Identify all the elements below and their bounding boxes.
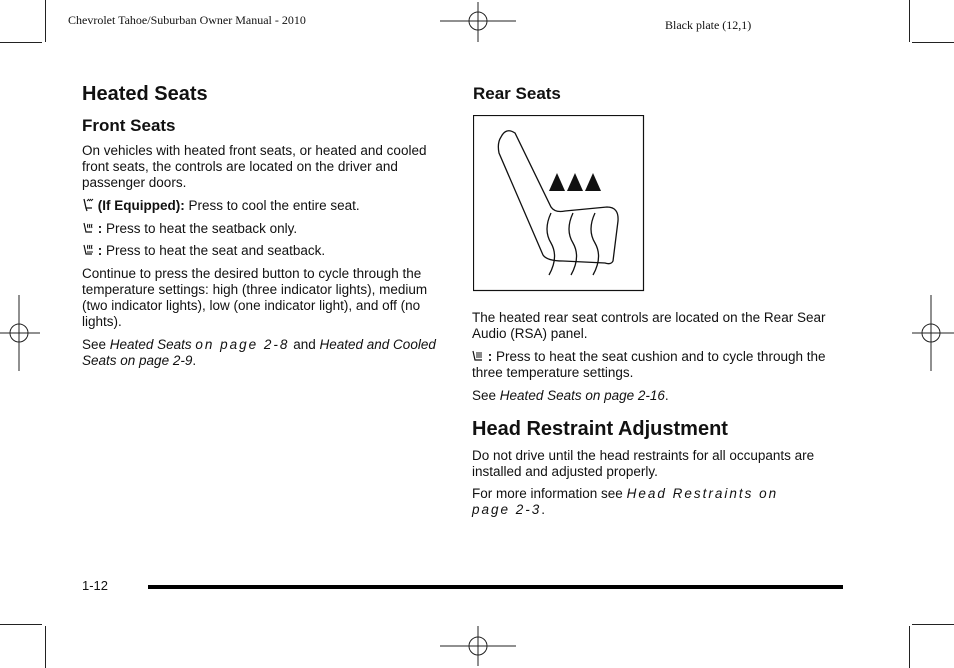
item-text: Press to cool the entire seat.: [188, 198, 360, 213]
item-label: :: [487, 349, 493, 364]
crop-mark: [0, 42, 42, 43]
more-prefix: For more information see: [472, 486, 623, 501]
cycle-paragraph: Continue to press the desired button to cycle through the temperature settings: high (three indicator lights), medium (two indicator lights), low (one indicator light), and off (no lights).: [82, 266, 428, 329]
heated-seatback-item: [82, 221, 450, 237]
crop-mark: [45, 626, 46, 668]
item-text: Press to heat the seatback only.: [106, 221, 298, 236]
cross-reference-link[interactable]: Heated and Cooled Seats on page 2-9: [82, 337, 436, 368]
cross-reference-page[interactable]: on page 2-8: [195, 337, 290, 352]
see-end: .: [192, 353, 197, 368]
item-text: Press to heat the seat cushion and to cycle through the three temperature settings.: [472, 349, 826, 380]
see-end: .: [664, 388, 669, 403]
crop-mark: [909, 626, 910, 668]
footer-rule: [148, 585, 843, 589]
heated-seat-and-seatback-icon: [82, 243, 94, 257]
crop-mark: [45, 0, 46, 42]
item-label: :: [97, 221, 103, 236]
manual-title: Chevrolet Tahoe/Suburban Owner Manual - 2010: [68, 13, 306, 27]
cooled-seat-icon: [82, 198, 94, 212]
rear-seats-paragraph: The heated rear seat controls are located on the Rear Sear Audio (RSA) panel.: [472, 310, 826, 341]
crop-mark: [909, 0, 910, 42]
item-text: Press to heat the seat and seatback.: [106, 243, 326, 258]
cross-reference-page[interactable]: page 2-3: [472, 502, 542, 517]
head-restraint-paragraph: Do not drive until the head restraints for all occupants are installed and adjusted properly.: [472, 448, 815, 479]
registration-mark-top: [440, 2, 516, 42]
registration-mark-left: [0, 295, 40, 371]
heated-seat-cushion-icon: [472, 349, 484, 363]
page-number: 1-12: [82, 578, 109, 593]
cross-reference-link[interactable]: Head Restraints on: [626, 486, 779, 501]
crop-mark: [912, 624, 954, 625]
cooled-seat-item: [82, 198, 450, 214]
subsection-title-front-seats: Front Seats: [82, 116, 176, 135]
section-title-heated-seats: Heated Seats: [82, 83, 208, 105]
see-also-front: [82, 337, 450, 369]
heated-seat-seatback-item: [82, 243, 450, 259]
rear-seat-item: [472, 349, 842, 381]
cross-reference-link[interactable]: Heated Seats: [109, 337, 192, 352]
rear-heated-seat-diagram: [473, 115, 645, 292]
front-seats-intro: On vehicles with heated front seats, or heated and cooled front seats, the controls are located on the driver and passenger doors.: [82, 143, 427, 190]
item-label: :: [97, 243, 103, 258]
see-prefix: See: [82, 337, 107, 352]
crop-mark: [0, 624, 42, 625]
plate-label: Black plate (12,1): [665, 18, 752, 32]
cross-reference-link[interactable]: Heated Seats on page 2-16: [499, 388, 665, 403]
subsection-title-rear-seats: Rear Seats: [473, 84, 561, 103]
crop-mark: [912, 42, 954, 43]
see-and: and: [293, 337, 316, 352]
registration-mark-bottom: [440, 626, 516, 666]
more-end: .: [541, 502, 546, 517]
see-also-rear: [472, 388, 842, 404]
section-title-head-restraint: Head Restraint Adjustment: [472, 418, 728, 440]
item-label: (If Equipped):: [97, 198, 185, 213]
heated-seatback-icon: [82, 221, 94, 235]
registration-mark-right: [912, 295, 954, 371]
more-information: [472, 486, 842, 518]
see-prefix: See: [472, 388, 497, 403]
